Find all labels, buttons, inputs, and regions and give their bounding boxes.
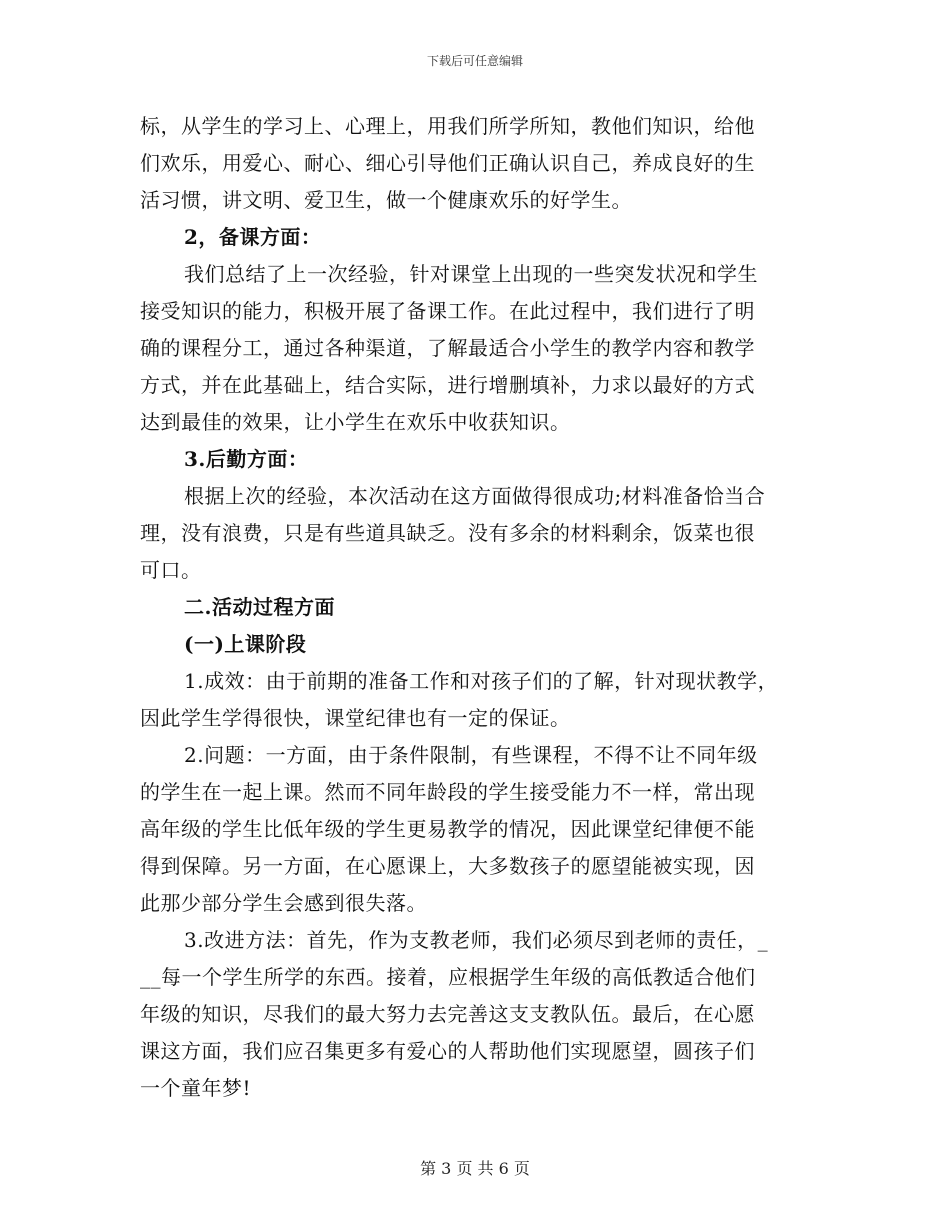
paragraph-line: 接受知识的能力，积极开展了备课工作。在此过程中，我们进行了明	[140, 299, 755, 323]
paragraph-line: 的学生在一起上课。然而不同年龄段的学生接受能力不一样，常出现	[140, 780, 755, 804]
page-header: 下载后可任意编辑	[426, 54, 523, 68]
paragraph-line: 我们总结了上一次经验，针对课堂上出现的一些突发状况和学生	[184, 262, 758, 286]
page-number-footer: 第 3 页 共 6 页	[420, 1159, 530, 1178]
paragraph-line: 因此学生学得很快，课堂纪律也有一定的保证。	[140, 706, 571, 730]
paragraph-line: 高年级的学生比低年级的学生更易教学的情况，因此课堂纪律便不能	[140, 817, 755, 841]
section-heading-lesson-prep: 2，备课方面：	[184, 225, 322, 249]
paragraph-line: 方式，并在此基础上，结合实际，进行增删填补，力求以最好的方式	[140, 373, 755, 397]
paragraph-line: 达到最佳的效果，让小学生在欢乐中收获知识。	[140, 410, 571, 434]
paragraph-line: 3.改进方法：首先，作为支教老师，我们必须尽到老师的责任，_	[184, 928, 769, 952]
paragraph-line: 标，从学生的学习上、心理上，用我们所学所知，教他们知识，给他	[140, 114, 755, 138]
section-heading-logistics: 3.后勤方面：	[184, 447, 309, 471]
paragraph-line: 可口。	[140, 558, 202, 582]
section-heading-activity-process: 二.活动过程方面	[184, 595, 335, 619]
paragraph-line: 们欢乐，用爱心、耐心、细心引导他们正确认识自己，养成良好的生	[140, 151, 755, 175]
paragraph-line: 理，没有浪费，只是有些道具缺乏。没有多余的材料剩余，饭菜也很	[140, 521, 755, 545]
subsection-heading-class-stage: (一)上课阶段	[184, 632, 307, 656]
paragraph-line: 根据上次的经验，本次活动在这方面做得很成功;材料准备恰当合	[184, 484, 766, 508]
paragraph-line: 课这方面，我们应召集更多有爱心的人帮助他们实现愿望，圆孩子们	[140, 1039, 755, 1063]
paragraph-line: 此那少部分学生会感到很失落。	[140, 891, 427, 915]
paragraph-line: 得到保障。另一方面，在心愿课上，大多数孩子的愿望能被实现，因	[140, 854, 755, 878]
paragraph-line: __每一个学生所学的东西。接着，应根据学生年级的高低教适合他们	[140, 965, 756, 989]
document-body	[140, 108, 820, 1107]
paragraph-line: 确的课程分工，通过各种渠道，了解最适合小学生的教学内容和教学	[140, 336, 755, 360]
paragraph-line: 一个童年梦!	[140, 1076, 252, 1100]
paragraph-line: 活习惯，讲文明、爱卫生，做一个健康欢乐的好学生。	[140, 188, 632, 212]
paragraph-line: 年级的知识，尽我们的最大努力去完善这支支教队伍。最后，在心愿	[140, 1002, 755, 1026]
paragraph-line: 1.成效：由于前期的准备工作和对孩子们的了解，针对现状教学，	[184, 669, 779, 693]
paragraph-line: 2.问题：一方面，由于条件限制，有些课程，不得不让不同年级	[184, 743, 758, 767]
